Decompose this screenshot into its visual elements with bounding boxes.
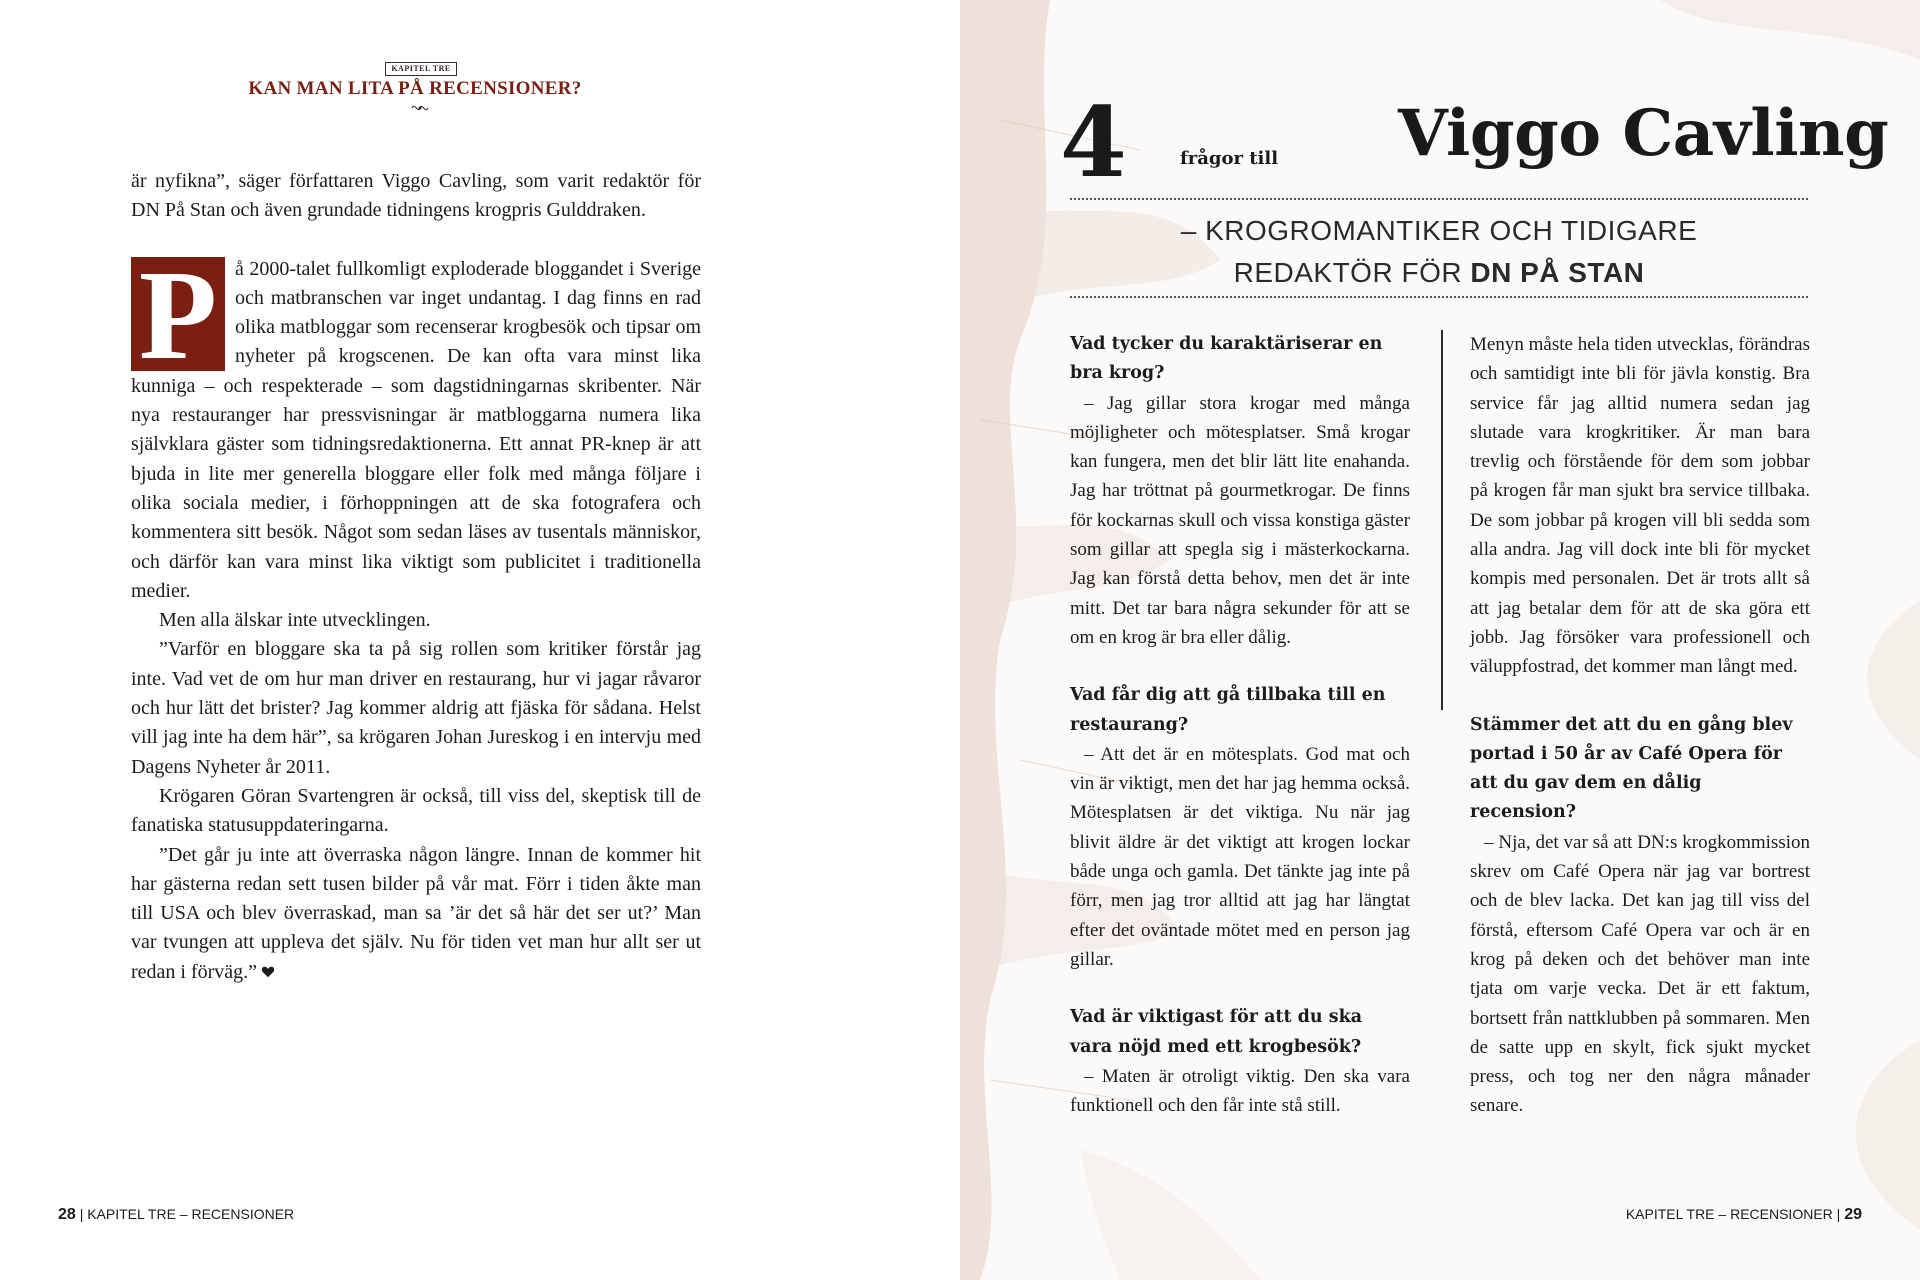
question-2: Vad får dig att gå tillbaka till en restaurang?	[1070, 685, 1386, 735]
chapter-kicker: KAPITEL TRE	[385, 62, 457, 76]
page-number-right: 29	[1844, 1206, 1862, 1223]
chapter-header	[230, 58, 600, 118]
question-4: Stämmer det att du en gång blev portad i 50 år av Café Opera för att du gav dem en dålig recension?	[1470, 714, 1793, 823]
subtitle-line-2-plain: REDAKTÖR FÖR	[1233, 257, 1471, 288]
body-paragraph-4: Krögaren Göran Svartengren är också, till viss del, skeptisk till de fanatiska statusuppdateringarna.	[131, 784, 701, 837]
right-page	[960, 0, 1920, 1280]
subtitle-line-2	[1070, 252, 1808, 294]
interview-subtitle	[1070, 210, 1808, 294]
answer-2: – Att det är en mötesplats. God mat och vin är viktigt, men det har jag hemma också. Mötesplatsen är det viktiga. Nu när jag blivit äldre är det viktigt att krogen lockar både unga och gamla. Det tänkte jag inte på förr, men jag tror alltid att jag har längtat efter det oväntade mötet med en person jag gillar.	[1070, 743, 1410, 970]
body-paragraph-2: Men alla älskar inte utvecklingen.	[159, 609, 431, 632]
left-folio	[58, 1206, 294, 1224]
body-paragraph-1: å 2000-talet fullkomligt exploderade bloggandet i Sverige och matbranschen var inget undantag. I dag finns en rad olika matbloggar som recenserar krogbesök och tipsar om nyheter på krogscenen. De kan ofta vara minst lika kunniga – och respekterade – som dagstidningarnas skribenter. När nya restauranger har pressvisningar är matbloggarna numera lika självklara gäster som tidningsredaktionerna. Ett annat PR-knep är att bjuda in lite mer generella bloggare eller folk med många följare i olika sociala medier, i förhoppningen att de ska fotografera och kommentera sitt besök. Något som sedan läses av tusentals människor, och därför kan vara minst lika viktigt som publicitet i traditionella medier.	[131, 257, 701, 602]
chapter-flourish-icon	[410, 102, 430, 114]
title-number: 4	[1060, 86, 1127, 199]
left-body-text	[131, 167, 701, 987]
question-3: Vad är viktigast för att du ska vara nöjd med ett krogbesök?	[1070, 1007, 1363, 1057]
subtitle-line-2-strong: DN PÅ STAN	[1470, 257, 1645, 288]
answer-3-continued: Menyn måste hela tiden utvecklas, förändras och samtidigt inte bli för jävla konstig. Bra service får jag alltid numera sedan jag slutade vara krogkritiker. Är man bara trevlig och förstående för dem som jobbar på krogen får man sjukt bra service tillbaka. De som jobbar på krogen vill bli sedda som alla andra. Jag vill dock inte bli för mycket kompis med personalen. Det är trots allt så att jag betalar dem för att de ska göra ett jobb. Jag försöker vara professionell och väluppfostrad, det kommer man långt med.	[1470, 334, 1810, 678]
title-rule-top	[1070, 198, 1808, 200]
chapter-title: KAN MAN LITA PÅ RECENSIONER?	[248, 78, 582, 99]
interview-title	[1060, 86, 1889, 199]
heart-icon	[261, 965, 275, 979]
answer-1: – Jag gillar stora krogar med många möjligheter och mötesplatser. Små krogar kan fungera, men det blir lätt lite enahanda. Jag har tröttnat på gourmetkrogar. De finns för kockarnas skull och vissa konstiga gäster som gillar att spegla sig i mästerkockarna. Jag kan förstå detta behov, men det är inte mitt. Det tar bara några sekunder för att se om en krog är bra eller dålig.	[1070, 392, 1410, 648]
title-name: Viggo Cavling	[1398, 96, 1889, 171]
title-rule-bottom	[1070, 296, 1808, 298]
body-paragraph-5	[131, 841, 701, 987]
drop-cap: P	[131, 257, 225, 371]
question-1: Vad tycker du karaktäriserar en bra krog?	[1070, 334, 1383, 384]
interview-column-2	[1470, 330, 1810, 1121]
subtitle-line-1: – KROGROMANTIKER OCH TIDIGARE	[1180, 215, 1698, 246]
page-number-left: 28	[58, 1206, 76, 1223]
right-folio	[1626, 1206, 1862, 1224]
intro-paragraph: är nyfikna”, säger författaren Viggo Cavling, som varit redaktör för DN På Stan och även grundade tidningens krogpris Gulddraken.	[131, 170, 701, 222]
interview-column-1	[1070, 330, 1410, 1120]
body-paragraph-3: ”Varför en bloggare ska ta på sig rollen som kritiker förstår jag inte. Vad vet de om hur man driver en restaurang, hur vi jagar råvaror och hur lätt det brister? Jag kommer aldrig att fjäska för sådana. Helst vill jag inte ha dem här”, sa krögaren Johan Jureskog i en intervju med Dagens Nyheter år 2011.	[131, 638, 701, 778]
right-folio-text: KAPITEL TRE – RECENSIONER |	[1625, 1206, 1841, 1222]
column-divider	[1441, 330, 1443, 710]
answer-3: – Maten är otroligt viktig. Den ska vara funktionell och den får inte stå still.	[1070, 1065, 1410, 1117]
body-paragraph-5-text: ”Det går ju inte att överraska någon längre. Innan de kommer hit har gästerna redan sett tusen bilder på vår mat. Förr i tiden åkte man till USA och blev överraskad, man sa ’är det så här det ser ut?’ Man var tvungen att uppleva det själv. Nu för tiden vet man hur allt ser ut redan i förväg.”	[131, 843, 701, 983]
left-folio-text: | KAPITEL TRE – RECENSIONER	[79, 1206, 295, 1222]
title-small: frågor till	[1180, 148, 1279, 169]
answer-4: – Nja, det var så att DN:s krogkommission skrev om Café Opera när jag var bortrest och de blev lacka. Det kan jag till viss del förstå, eftersom Café Opera var och är en krog på deken och det behöver man inte tjata om varje vecka. Det är ett faktum, bortsett från nattklubben på sommaren. Men de satte upp en skylt, fick sjukt mycket press, och tog ner den några månader senare.	[1470, 831, 1810, 1117]
